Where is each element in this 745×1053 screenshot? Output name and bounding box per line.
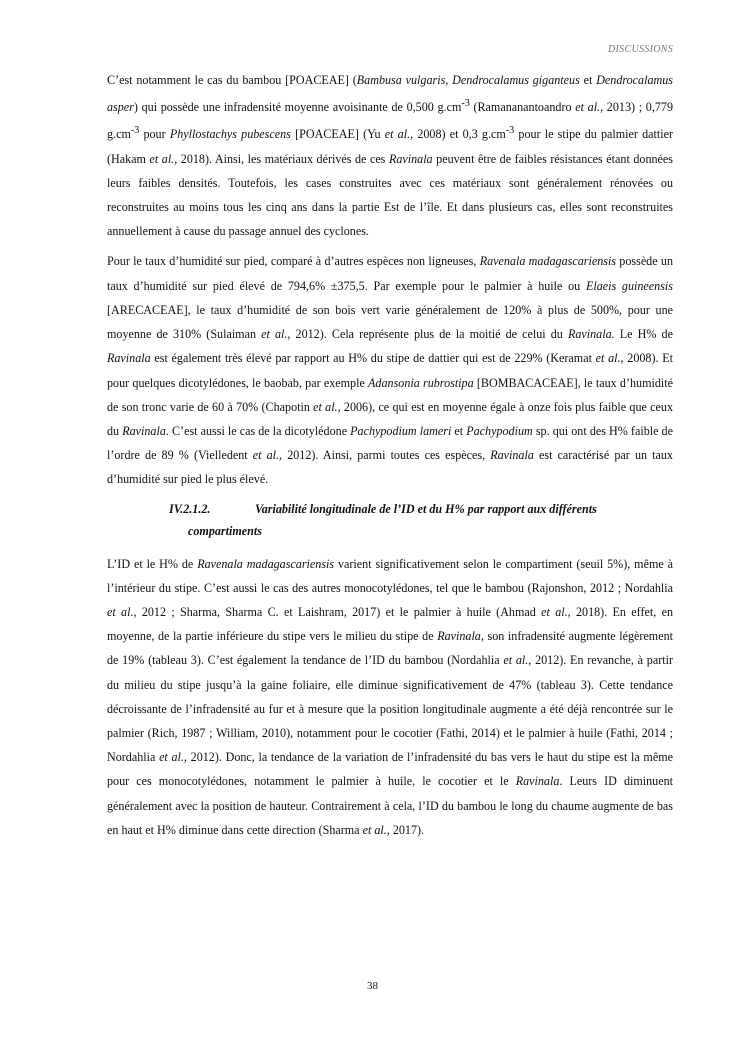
paragraph-density-comparison: C’est notamment le cas du bambou [POACEAE] (Bambusa vulgaris, Dendrocalamus giganteus et Dendrocalamus asper) qui possède une infradensité moyenne avoisinante de 0,500 $g.cm^{-3}$ (Ramananantoandro et al., 2013) ; 0,779 $g.cm^{-3}$ pour Phyllostachys pubescens [POACEAE] (Yu et al., 2008) et 0,3 $g.cm^{-3}$ pour le stipe du palmier dattier (Hakam et al., 2018). Ainsi, les matériaux dérivés de ces Ravinala peuvent être de faibles résistances étant données leurs faibles densités. Toutefois, les cases construites avec ces matériaux sont généralement rénovées ou reconstruites au moins tous les cinq ans dans la partie Est de l’île. Et dans plusieurs cas, elles sont reconstruites annuellement à cause du passage annuel des cyclones. [107, 73, 673, 239]
section-title-line2: compartiments [188, 523, 262, 538]
paragraph-longitudinal-variability: L’ID et le H% de Ravenala madagascariensis varient significativement selon le compartiment (seuil 5%), même à l’intérieur du stipe. C’est aussi le cas des autres monocotylédones, tel que le bambou (Rajonshon, 2012 ; Nordahlia et al., 2012 ; Sharma, Sharma C. et Laishram, 2017) et le palmier à huile (Ahmad et al., 2018). En effet, en moyenne, de la partie inférieure du stipe vers le milieu du stipe de Ravinala, son infradensité augmente légèrement de 19% (tableau 3). C’est également la tendance de l’ID du bambou (Nordahlia et al., 2012). En revanche, à partir du milieu du stipe jusqu’à la gaine foliaire, elle diminue significativement de 47% (tableau 3). Cette tendance décroissante de l’infradensité au fur et à mesure que la position longitudinale augmente a été déjà rencontrée sur le palmier (Rich, 1987 ; William, 2010), notamment pour le cocotier (Fathi, 2014) et le palmier à huile (Fathi, 2014 ; Nordahlia et al., 2012). Donc, la tendance de la variation de l’infradensité du bas vers le haut du stipe est la même pour ces monocotylédones, notamment le palmier à huile, le cocotier et le Ravinala. Leurs ID diminuent généralement avec la position de hauteur. Contrairement à cela, l’ID du bambou le long du chaume augmente de bas en haut et H% diminue dans cette direction (Sharma et al., 2017). [107, 556, 673, 837]
running-header: DISCUSSIONS [608, 44, 673, 55]
paragraph-moisture-content: Pour le taux d’humidité sur pied, comparé à d’autres espèces non ligneuses, Ravenala madagascariensis possède un taux d’humidité sur pied élevé de 794,6% ±375,5. Par exemple pour le palmier à huile ou Elaeis guineensis [ARECACEAE], le taux d’humidité de son bois vert varie généralement de 120% à plus de 500%, pour une moyenne de 310% (Sulaiman et al., 2012). Cela représente plus de la moitié de celui du Ravinala. Le H% de Ravinala est également très élevé par rapport au H% du stipe de dattier qui est de 229% (Keramat et al., 2008). Et pour quelques dicotylédones, le baobab, par exemple Adansonia rubrostipa [BOMBACACEAE], le taux d’humidité de son tronc varie de 60 à 70% (Chapotin et al., 2006), ce qui est en moyenne égale à onze fois plus faible que ceux du Ravinala. C’est aussi le cas de la dicotylédone Pachypodium lameri et Pachypodium sp. qui ont des H% faible de l’ordre de 89 % (Vielledent et al., 2012). Ainsi, parmi toutes ces espèces, Ravinala est caractérisé par un taux d’humidité sur pied le plus élevé. [107, 254, 673, 487]
section-title-line1: Variabilité longitudinale de l’ID et du H% par rapport aux différents [255, 501, 597, 516]
page-body [107, 68, 673, 848]
section-heading [107, 498, 673, 542]
page-number: 38 [367, 980, 378, 992]
section-number: IV.2.1.2. [169, 501, 211, 516]
